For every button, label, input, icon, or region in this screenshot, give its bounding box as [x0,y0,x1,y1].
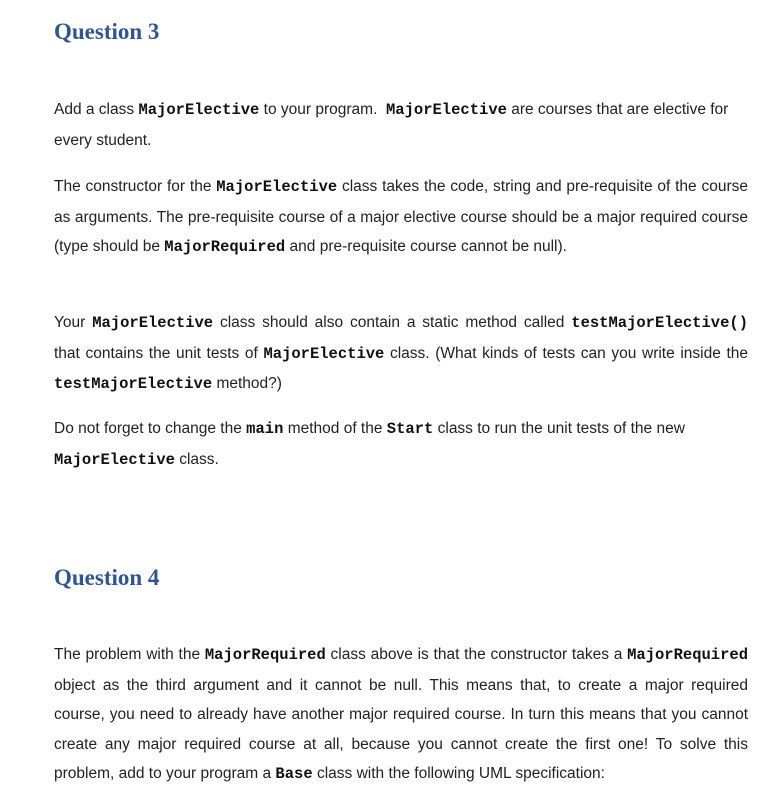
question-3-heading: Question 3 [54,19,160,44]
text-run: class should also contain a static method called [213,314,572,331]
code-method-name: testMajorElective [54,375,213,393]
text-run: method?) [212,375,282,392]
text-run: The constructor for the [54,178,217,195]
text-run: Your [54,314,93,331]
question-4-heading: Question 4 [54,565,160,590]
code-class-name: MajorRequired [627,646,749,664]
text-run: that contains the unit tests of [54,344,264,362]
code-class-name: MajorElective [54,450,175,469]
code-class-name: Base [275,765,313,783]
code-class-name: Start [386,420,434,438]
text-run: class. (What kinds of tests can you write inside the [384,344,748,362]
code-class-name: MajorElective [92,314,214,332]
code-class-name: MajorRequired [204,646,326,664]
text-run: method of the [283,420,387,437]
text-run: class takes the code, string and pre-requisite of the course as arguments. The pre-requisite course of a major elective course should be a major required course (type should be [54,178,748,255]
question-4-paragraph-1 [54,640,748,790]
code-class-name: MajorElective [216,178,338,196]
text-run: class to run the unit tests of the new [433,420,685,437]
text-run: Add a class [54,101,139,118]
question-3-paragraph-4 [54,414,748,475]
question-3-paragraph-3 [54,308,748,400]
text-run: object as the third argument and it cannot be null. This means that, to create a major required course, you need to already have another major required course. In turn this means that you cannot create any major required course at all, because you cannot create the first one! To solve this problem, add to your program a [54,676,748,782]
code-method-name: main [246,420,284,438]
text-run: class above is that the constructor takes a [325,646,628,663]
text-run: class with the following UML specification: [312,765,605,782]
text-run: are courses that are elective for every student. [54,101,729,149]
question-3-paragraph-2 [54,172,748,263]
text-run: to your program. [259,101,386,118]
text-run: Do not forget to change the [54,420,247,437]
text-run: class. [174,450,219,468]
code-class-name: MajorElective [386,101,507,119]
code-method-name: testMajorElective() [571,314,748,332]
code-class-name: MajorElective [263,344,385,363]
text-run: The problem with the [54,646,205,663]
code-class-name: MajorElective [138,101,260,119]
question-3-paragraph-1 [54,95,748,155]
code-class-name: MajorRequired [164,238,286,256]
text-run: and pre-requisite course cannot be null). [285,238,567,255]
